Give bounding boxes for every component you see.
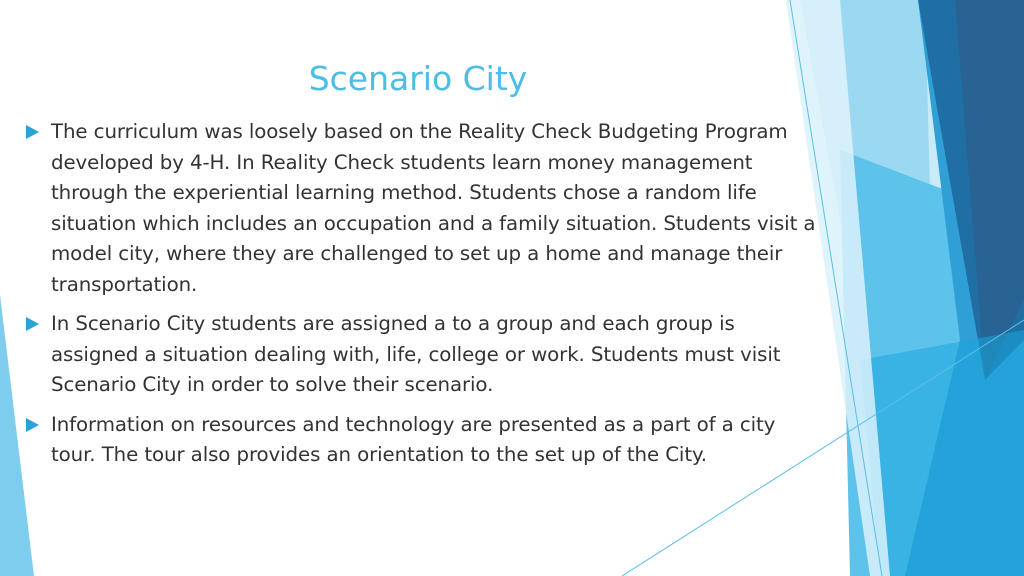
bullet-list (24, 117, 824, 480)
bullet-text: Information on resources and technology are presented as a part of a city tour. The tour also provides an orientation to the set up of the City. (51, 412, 776, 466)
triangle-bullet-icon (26, 125, 39, 139)
slide-title: Scenario City (308, 59, 528, 98)
bullet-item (24, 117, 824, 300)
triangle-bullet-icon (26, 317, 39, 331)
bullet-text: In Scenario City students are assigned a to a group and each group is assigned a situation dealing with, life, college or work. Students must visit Scenario City in order to solve their scenario. (51, 312, 781, 396)
bullet-text: The curriculum was loosely based on the Reality Check Budgeting Program developed by 4-H. In Reality Check students learn money management through the experiential learning method. Students chose a random life situation which includes an occupation and a family situation. Students visit a model city, where they are challenged to set up a home and manage their transportation. (51, 120, 816, 296)
triangle-bullet-icon (26, 418, 39, 432)
bullet-item (24, 309, 824, 401)
bullet-item (24, 410, 824, 471)
